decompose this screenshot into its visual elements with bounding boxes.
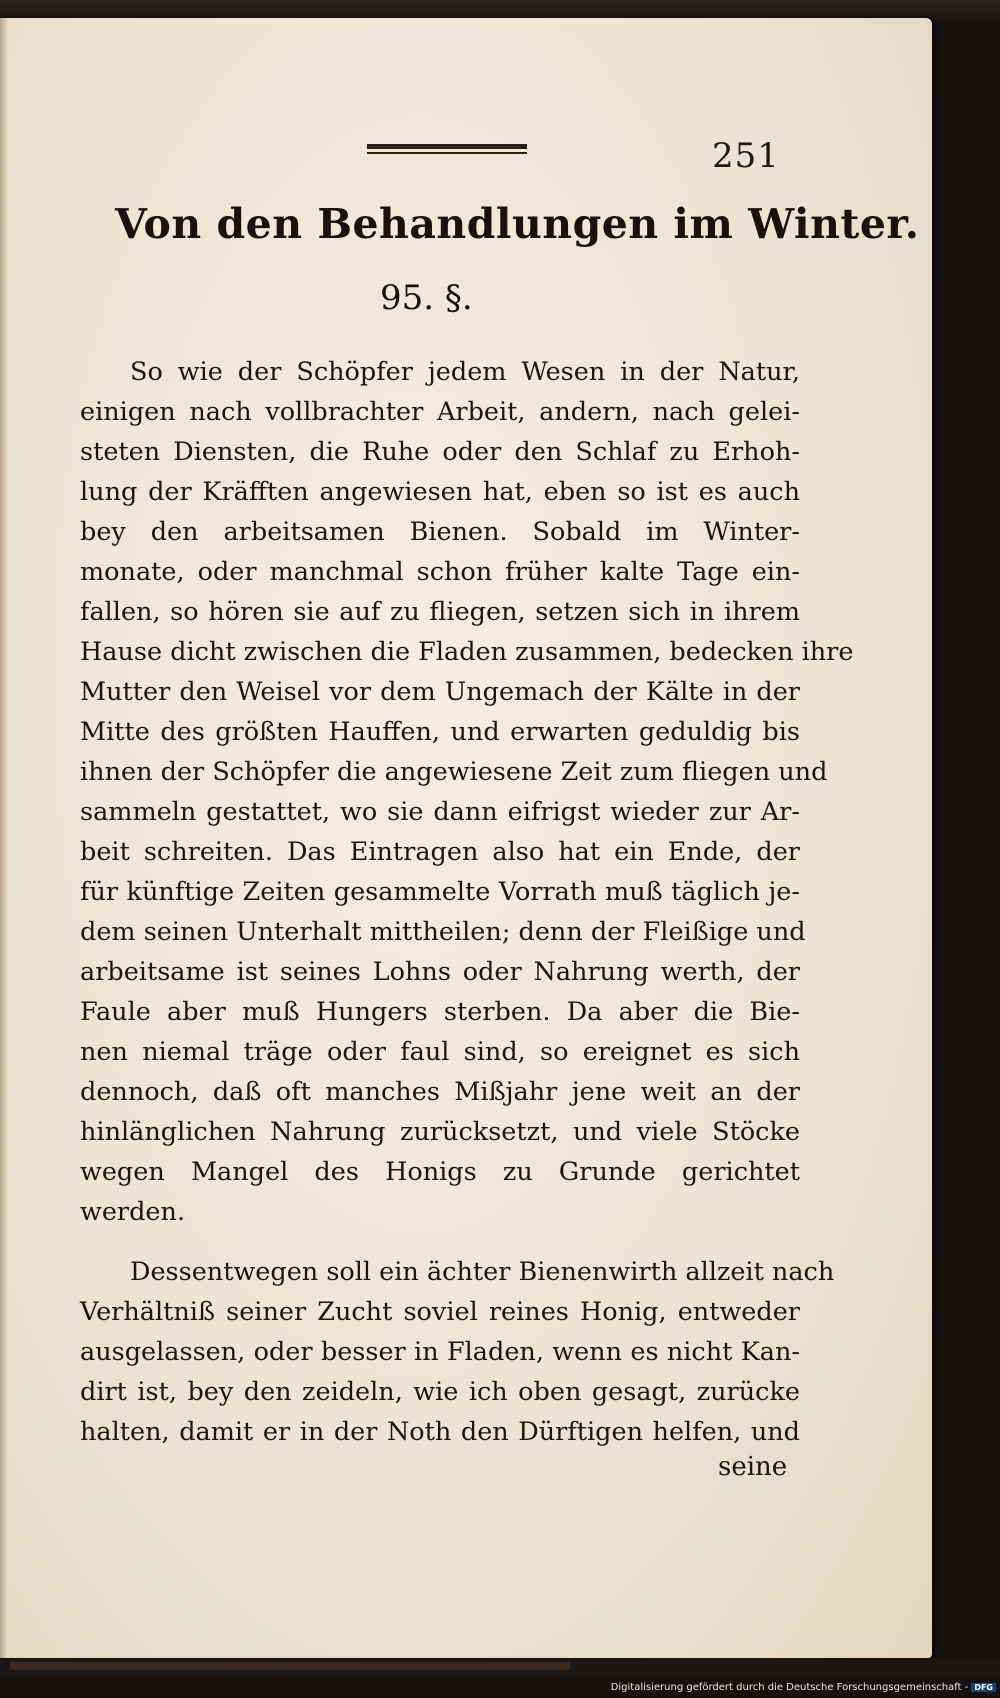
binding-stripe	[10, 1662, 570, 1670]
text-line: hinlänglichen Nahrung zurücksetzt, und viele Stöcke	[80, 1117, 800, 1147]
book-bottom-edge	[0, 1658, 1000, 1678]
text-line: wegen Mangel des Honigs zu Grunde gerichtet	[80, 1157, 800, 1187]
chapter-heading: Von den Behandlungen im Winter.	[115, 200, 920, 248]
text-line: steten Diensten, die Ruhe oder den Schlaf zu Erhoh-	[80, 437, 800, 467]
text-line: dennoch, daß oft manches Mißjahr jene weit an der	[80, 1077, 800, 1107]
paragraph-1	[80, 352, 854, 1232]
paragraph-2	[80, 1252, 835, 1452]
text-line: nen niemal träge oder faul sind, so ereignet es sich	[80, 1037, 800, 1067]
text-line: lung der Kräfften angewiesen hat, eben so ist es auch	[80, 477, 800, 507]
catchword: seine	[718, 1452, 788, 1482]
text-line: werden.	[80, 1197, 186, 1227]
text-line: Faule aber muß Hungers sterben. Da aber die Bie-	[80, 997, 800, 1027]
text-line: Dessentwegen soll ein ächter Bienenwirth allzeit nach	[130, 1257, 835, 1287]
header-rule	[367, 144, 527, 154]
text-line: arbeitsame ist seines Lohns oder Nahrung werth, der	[80, 957, 800, 987]
page-number: 251	[712, 136, 780, 176]
page-gutter	[0, 18, 8, 1658]
header-rule-thick	[367, 144, 527, 149]
text-line: dirt ist, bey den zeideln, wie ich oben gesagt, zurücke	[80, 1377, 800, 1407]
text-line: dem seinen Unterhalt mittheilen; denn der Fleißige und	[80, 917, 806, 947]
text-line: beit schreiten. Das Eintragen also hat ein Ende, der	[80, 837, 800, 867]
section-number: 95. §.	[380, 278, 473, 318]
text-line: monate, oder manchmal schon früher kalte Tage ein-	[80, 557, 800, 587]
text-line: fallen, so hören sie auf zu fliegen, setzen sich in ihrem	[80, 597, 800, 627]
text-line: Mitte des größten Hauffen, und erwarten geduldig bis	[80, 717, 800, 747]
text-line: So wie der Schöpfer jedem Wesen in der Natur,	[130, 357, 800, 387]
text-line: einigen nach vollbrachter Arbeit, andern, nach gelei-	[80, 397, 800, 427]
credit-text: Digitalisierung gefördert durch die Deutsche Forschungsgemeinschaft -	[610, 1682, 969, 1693]
text-line: Mutter den Weisel vor dem Ungemach der Kälte in der	[80, 677, 800, 707]
text-line: für künftige Zeiten gesammelte Vorrath muß täglich je-	[80, 877, 800, 907]
text-line: ausgelassen, oder besser in Fladen, wenn es nicht Kan-	[80, 1337, 800, 1367]
digitization-credit	[611, 1682, 996, 1693]
text-line: Verhältniß seiner Zucht soviel reines Honig, entweder	[80, 1297, 800, 1327]
text-line: sammeln gestattet, wo sie dann eifrigst wieder zur Ar-	[80, 797, 800, 827]
text-line: ihnen der Schöpfer die angewiesene Zeit zum fliegen und	[80, 757, 828, 787]
header-rule-thin	[367, 152, 527, 154]
text-line: halten, damit er in der Noth den Dürftigen helfen, und	[80, 1417, 800, 1447]
text-line: Hause dicht zwischen die Fladen zusammen, bedecken ihre	[80, 637, 854, 667]
dfg-logo: DFG	[971, 1683, 996, 1692]
text-line: bey den arbeitsamen Bienen. Sobald im Winter-	[80, 517, 800, 547]
